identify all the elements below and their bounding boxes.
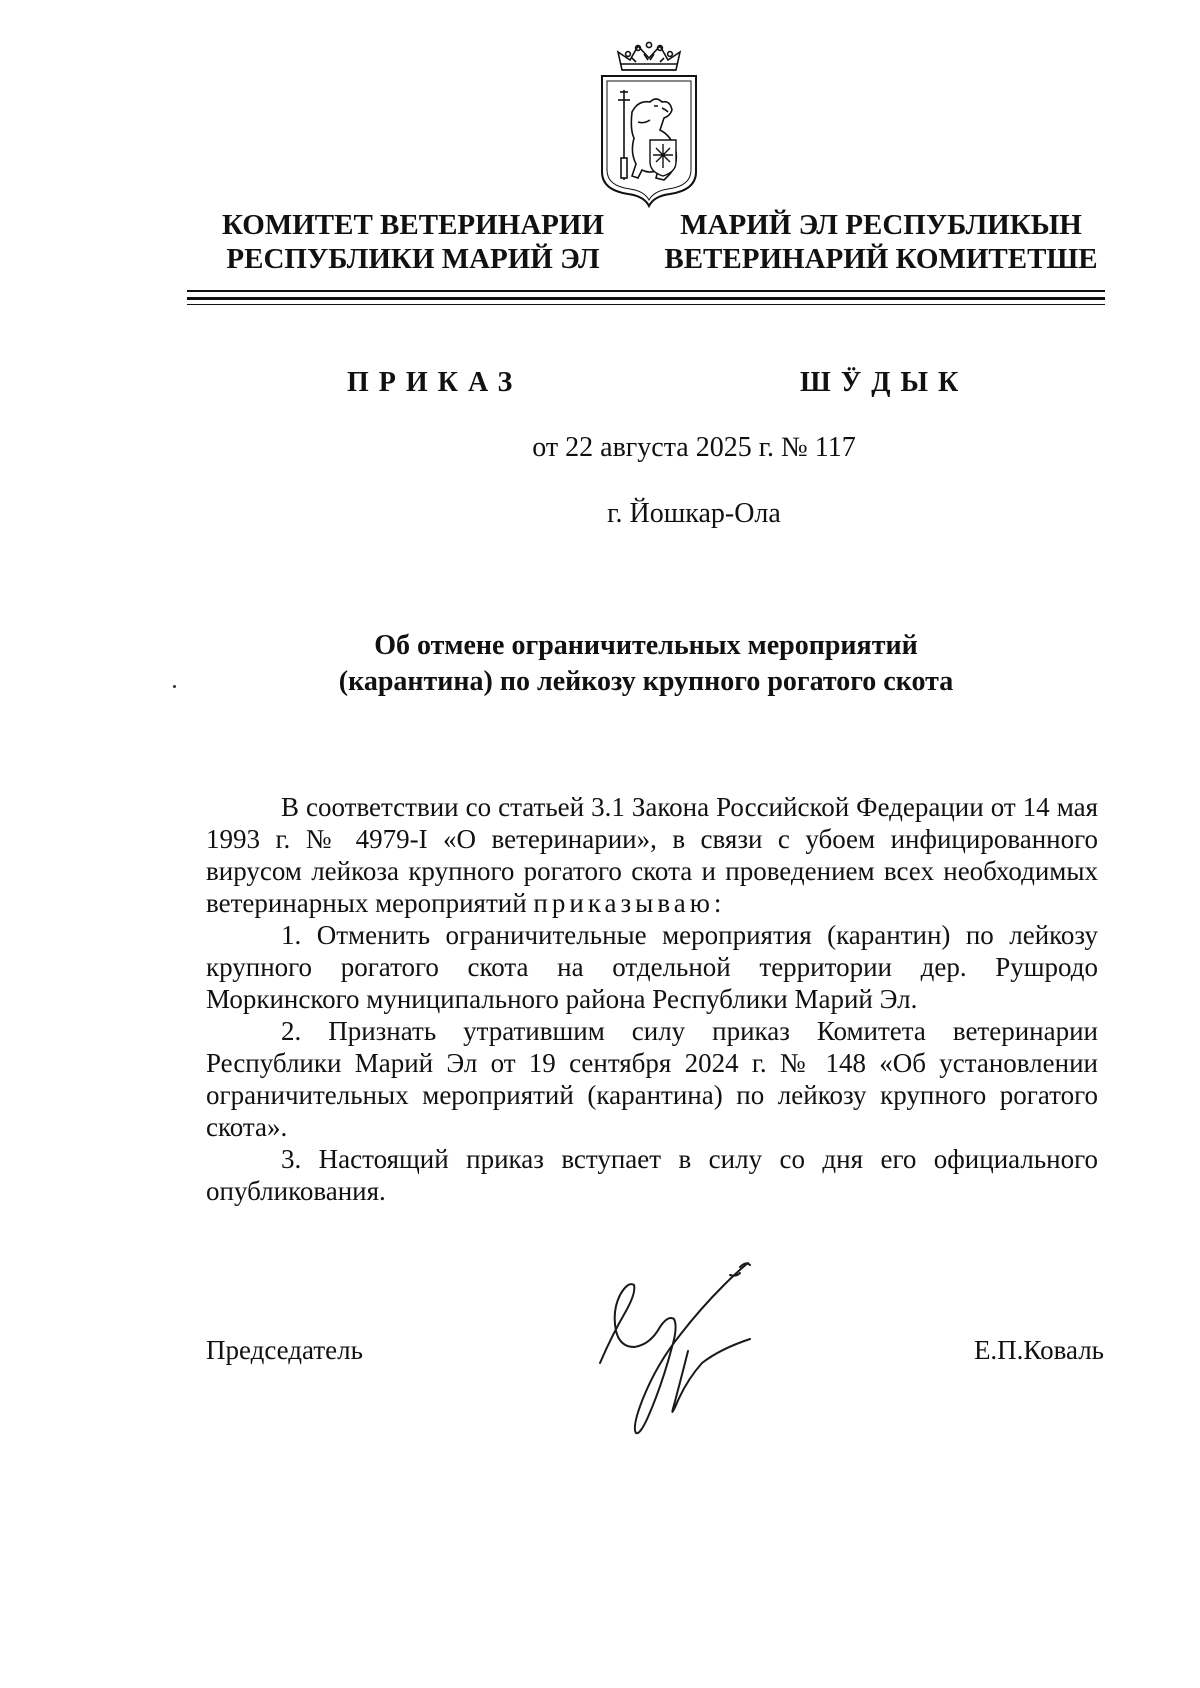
handwritten-signature-icon — [590, 1255, 830, 1455]
org-name-russian — [208, 208, 618, 276]
header-rule-middle — [187, 297, 1105, 300]
preamble-text: В соответствии со статьей 3.1 Закона Российской Федерации от 14 мая 1993 г. № 4979-I «О ветеринарии», в связи с убоем инфицированного вирусом лейкоза крупного рогатого скота и проведением всех необходимых ветеринарных мероприятий — [206, 792, 1098, 918]
subject-line2: (карантина) по лейкозу крупного рогатого скота — [338, 666, 954, 697]
org-ru-line1: КОМИТЕТ ВЕТЕРИНАРИИ — [221, 209, 605, 241]
org-ru-line2: РЕСПУБЛИКИ МАРИЙ ЭЛ — [226, 243, 600, 275]
preamble-paragraph — [206, 791, 1098, 919]
org-mari-line1: МАРИЙ ЭЛ РЕСПУБЛИКЫН — [680, 209, 1082, 241]
doc-type-russian: ПРИКАЗ — [347, 367, 523, 398]
document-subject — [187, 628, 1105, 700]
document-body — [206, 791, 1098, 1207]
order-item-1: 1. Отменить ограничительные мероприятия (карантин) по лейкозу крупного рогатого скота на отдельной территории дер. Рушродо Моркинского муниципального района Республики Марий Эл. — [206, 920, 1098, 1014]
header-rule-top — [187, 290, 1105, 292]
org-mari-line2: ВЕТЕРИНАРИЙ КОМИТЕТШЕ — [664, 243, 1098, 275]
org-name-mari — [656, 208, 1106, 276]
subject-line1: Об отмене ограничительных мероприятий — [374, 630, 918, 661]
city-line: г. Йошкар-Ола — [607, 498, 781, 529]
doc-type-mari: ШӰДЫК — [800, 367, 969, 398]
signatory-title: Председатель — [206, 1335, 363, 1365]
order-item-3: 3. Настоящий приказ вступает в силу со дня его официального опубликования. — [206, 1144, 1098, 1206]
coat-of-arms-icon — [598, 40, 700, 208]
order-item-2: 2. Признать утратившим силу приказ Комитета ветеринарии Республики Марий Эл от 19 сентября 2024 г. № 148 «Об установлении ограничительных мероприятий (карантина) по лейкозу крупного рогатого скота». — [206, 1016, 1098, 1142]
signatory-name: Е.П.Коваль — [973, 1335, 1104, 1365]
header-rule-bottom — [187, 304, 1105, 305]
order-word: приказываю: — [533, 888, 726, 918]
date-number-line: от 22 августа 2025 г. № 117 — [532, 432, 856, 463]
scan-speck — [173, 685, 176, 688]
